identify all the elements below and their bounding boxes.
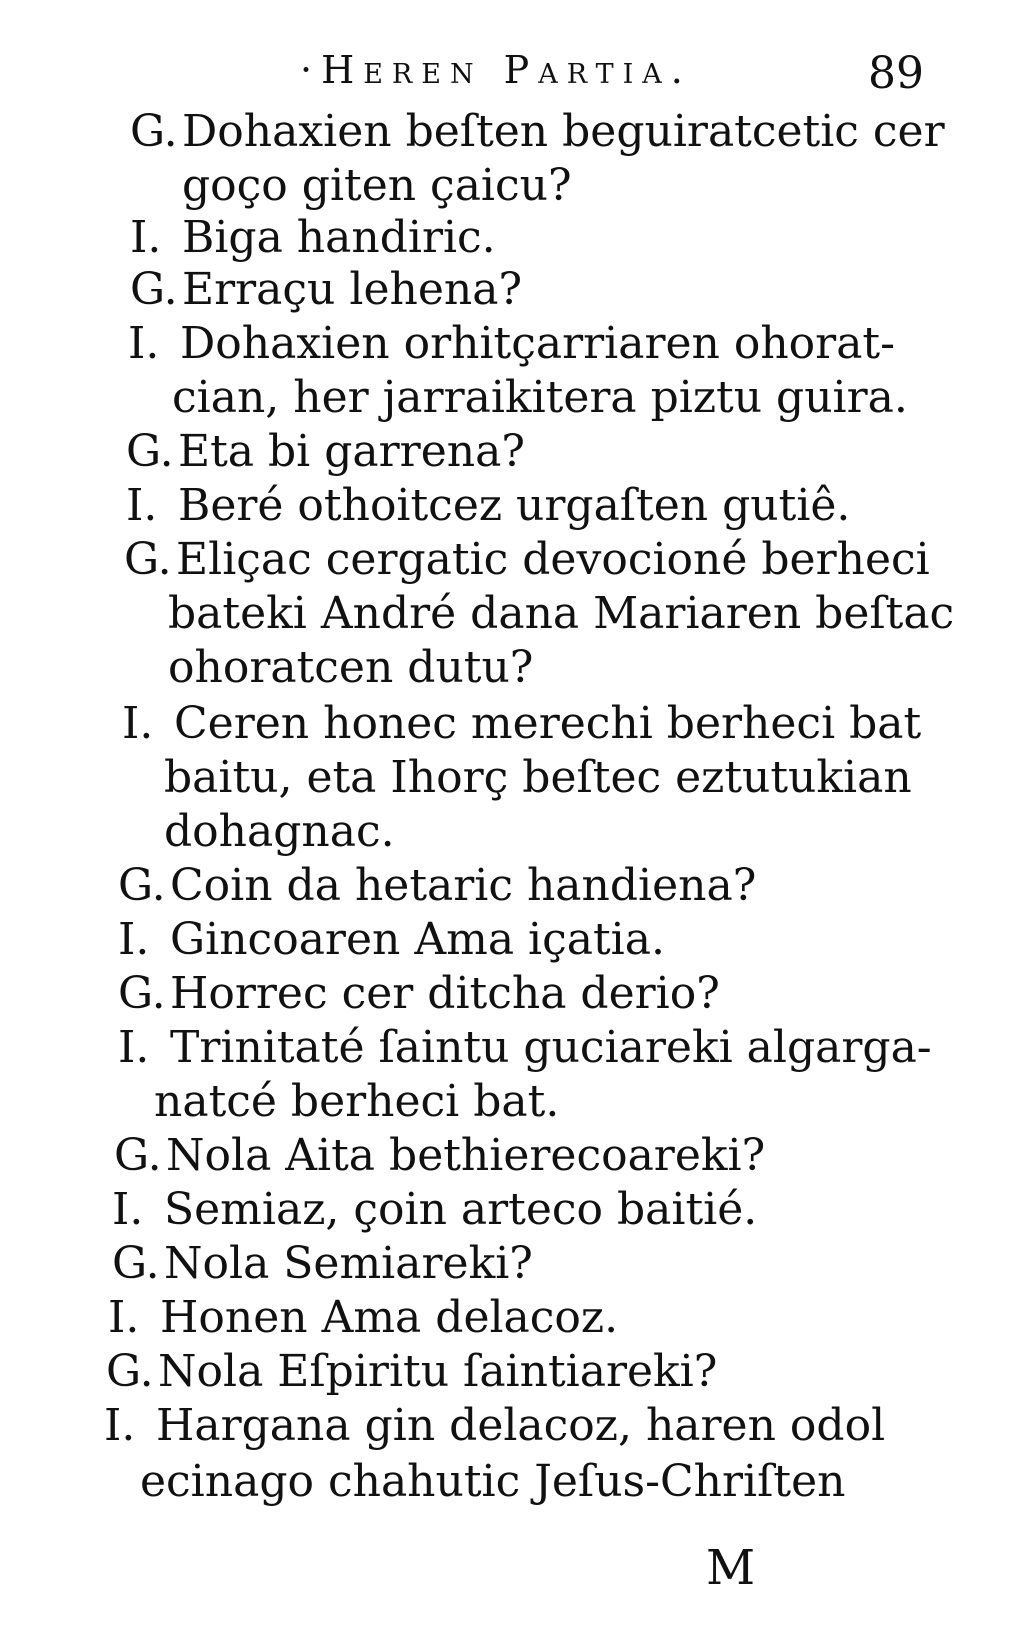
dialogue-text: natcé berheci bat. (154, 1076, 560, 1127)
dialogue-line (164, 806, 395, 858)
running-title: ·Heren Partia. (300, 48, 692, 92)
dialogue-line (128, 318, 895, 370)
dialogue-line (182, 160, 572, 212)
speaker-marker: G. (126, 426, 174, 477)
dialogue-text: Dohaxien beſten beguiratcetic cer (182, 106, 945, 157)
dialogue-line (168, 642, 533, 694)
dialogue-line (130, 264, 522, 316)
dialogue-text: bateki André dana Mariaren beſtac (168, 588, 955, 639)
dialogue-line (108, 1292, 618, 1344)
speaker-marker: I. (130, 212, 162, 263)
dialogue-text: Semiaz, çoin arteco baitié. (164, 1184, 758, 1235)
dialogue-text: cian, her jarraikitera piztu guira. (172, 372, 908, 423)
dialogue-text: baitu, eta Ihorç beſtec eztutukian (164, 752, 912, 803)
dialogue-text: Trinitaté ſaintu guciareki algarga- (170, 1022, 932, 1073)
dialogue-line (154, 1076, 559, 1128)
dialogue-text: Nola Eſpiritu ſaintiareki? (158, 1346, 718, 1397)
dialogue-text: Honen Ama delacoz. (160, 1292, 619, 1343)
dialogue-line (118, 1022, 932, 1074)
dialogue-text: goço giten çaicu? (182, 160, 572, 211)
dialogue-text: Erraçu lehena? (182, 264, 523, 315)
speaker-marker: I. (104, 1400, 136, 1451)
dialogue-line (168, 588, 954, 640)
dialogue-line (118, 914, 665, 966)
dialogue-line (106, 1346, 717, 1398)
dialogue-line (130, 106, 945, 158)
speaker-marker: G. (130, 264, 178, 315)
dialogue-line (112, 1238, 533, 1290)
speaker-marker: I. (108, 1292, 140, 1343)
dialogue-line (124, 534, 930, 586)
dialogue-line (172, 372, 908, 424)
catchword: M (706, 1540, 756, 1596)
speaker-marker: G. (118, 860, 166, 911)
speaker-marker: G. (114, 1130, 162, 1181)
speaker-marker: G. (124, 534, 172, 585)
dialogue-line (122, 698, 921, 750)
dialogue-text: Horrec cer ditcha derio? (170, 968, 720, 1019)
speaker-marker: I. (126, 480, 158, 531)
dialogue-text: Nola Semiareki? (164, 1238, 533, 1289)
dialogue-text: dohagnac. (164, 806, 395, 857)
dialogue-text: Gincoaren Ama içatia. (170, 914, 665, 965)
speaker-marker: G. (130, 106, 178, 157)
speaker-marker: I. (128, 318, 160, 369)
dialogue-text: Coin da hetaric handiena? (170, 860, 757, 911)
dialogue-line (140, 1456, 845, 1508)
dialogue-text: ecinago chahutic Jeſus-Chriſten (140, 1456, 846, 1507)
speaker-marker: I. (118, 1022, 150, 1073)
page-number: 89 (868, 48, 924, 99)
dialogue-line (130, 212, 496, 264)
dialogue-text: Hargana gin delacoz, haren odol (156, 1400, 886, 1451)
speaker-marker: G. (118, 968, 166, 1019)
dialogue-text: Eliçac cergatic devocioné berheci (176, 534, 930, 585)
dialogue-line (104, 1400, 885, 1452)
speaker-marker: G. (106, 1346, 154, 1397)
speaker-marker: I. (122, 698, 154, 749)
dialogue-text: Biga handiric. (182, 212, 496, 263)
dialogue-line (114, 1130, 765, 1182)
dialogue-text: ohoratcen dutu? (168, 642, 534, 693)
speaker-marker: I. (112, 1184, 144, 1235)
dialogue-line (118, 968, 720, 1020)
dialogue-line (126, 426, 525, 478)
dialogue-text: Eta bi garrena? (178, 426, 525, 477)
dialogue-text: Nola Aita bethierecoareki? (166, 1130, 766, 1181)
dialogue-line (164, 752, 912, 804)
dialogue-line (118, 860, 756, 912)
dialogue-text: Beré othoitcez urgaſten gutiê. (178, 480, 851, 531)
dialogue-text: Dohaxien orhitçarriaren ohorat- (180, 318, 895, 369)
dialogue-line (126, 480, 850, 532)
dialogue-text: Ceren honec merechi berheci bat (174, 698, 922, 749)
dialogue-line (112, 1184, 757, 1236)
speaker-marker: G. (112, 1238, 160, 1289)
speaker-marker: I. (118, 914, 150, 965)
